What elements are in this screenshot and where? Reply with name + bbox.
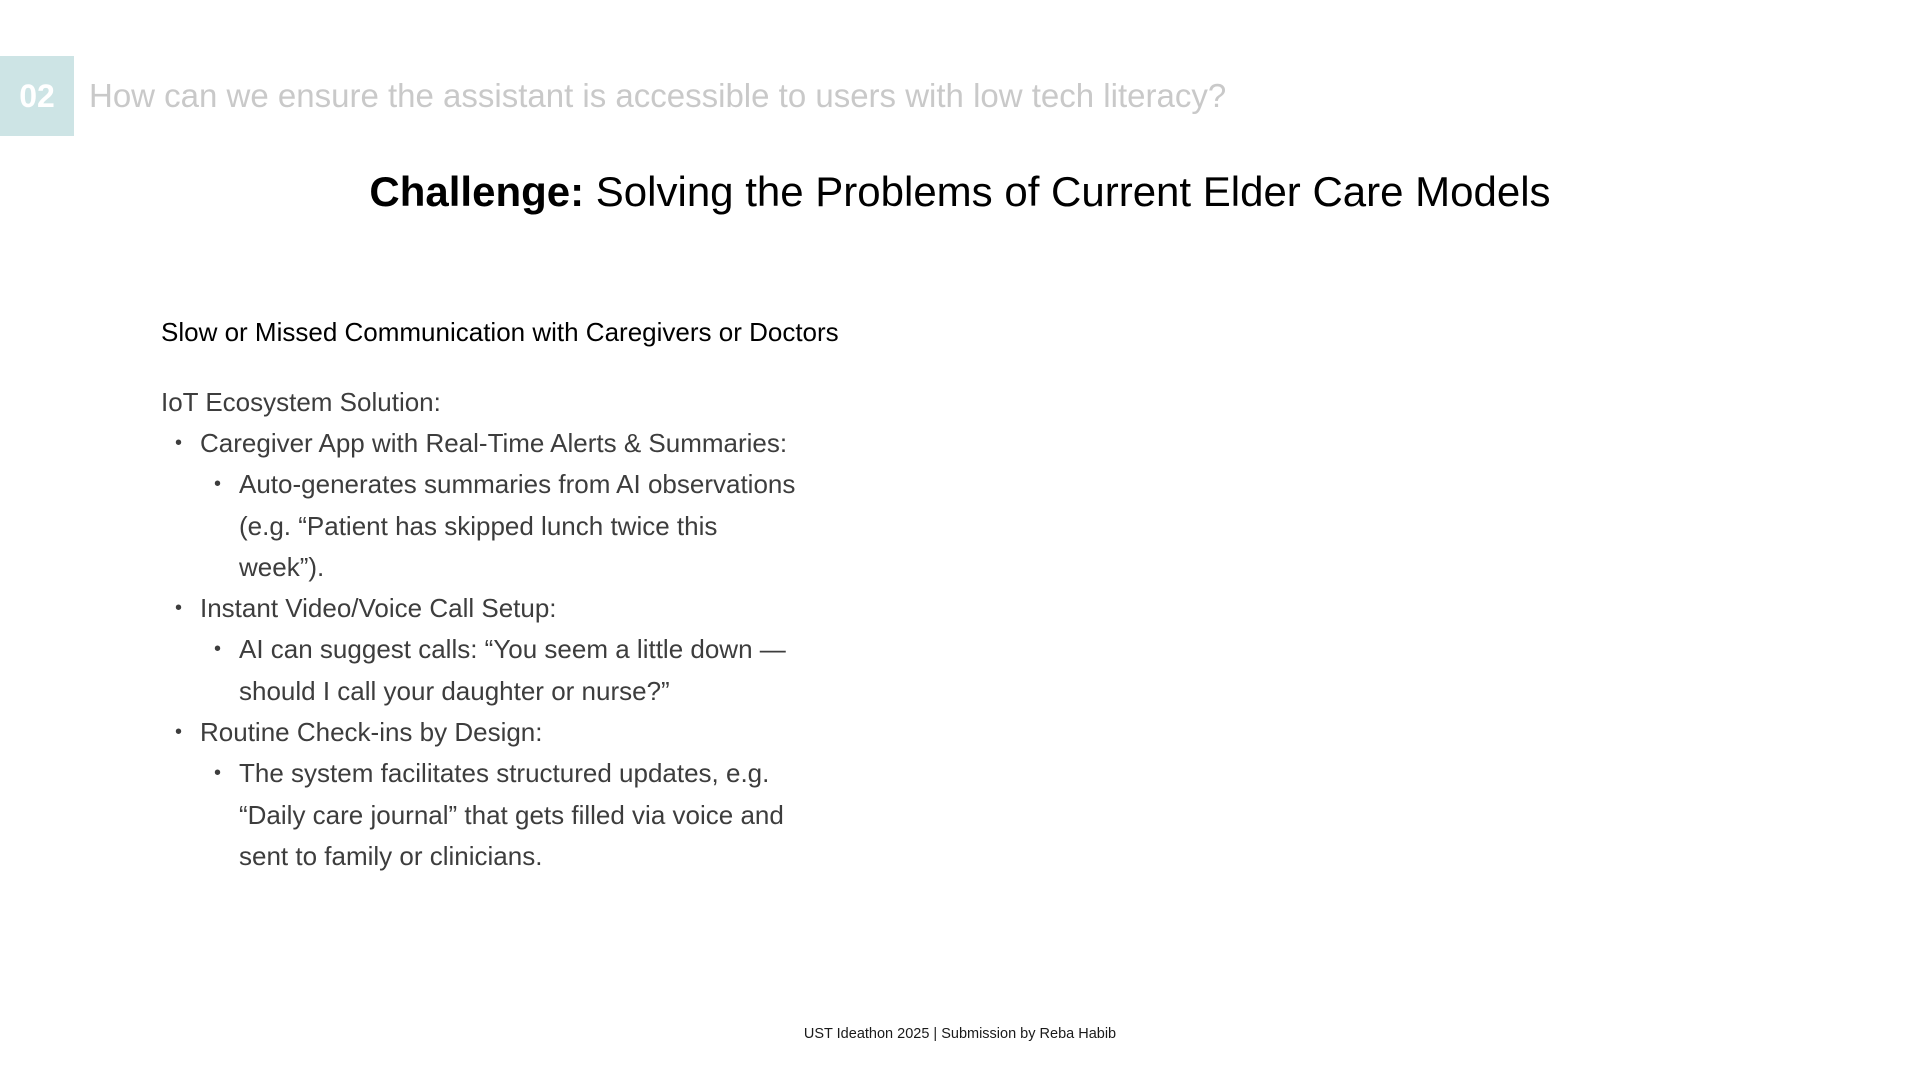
title-text: Solving the Problems of Current Elder Care Models: [584, 168, 1551, 215]
list-item-label: Instant Video/Voice Call Setup:: [200, 593, 557, 624]
sub-list-item: [200, 629, 861, 712]
sub-list-item-text: • AI can suggest calls: “You seem a little down — should I call your daughter or nurse?”: [239, 634, 786, 706]
solution-label: IoT Ecosystem Solution:: [161, 387, 441, 417]
slide-title: [0, 168, 1920, 216]
sub-list-item: [200, 753, 861, 877]
sub-list: [200, 629, 861, 712]
list-item-label: Routine Check-ins by Design:: [200, 717, 543, 748]
footer: UST Ideathon 2025 | Submission by Reba Habib: [803, 1026, 1117, 1042]
problem-heading: Slow or Missed Communication with Caregivers or Doctors: [161, 317, 839, 347]
sub-list-item-text: • The system facilitates structured updates, e.g. “Daily care journal” that gets filled via voice and sent to family or clinicians.: [239, 758, 784, 871]
list-item: [161, 712, 861, 877]
section-number-badge: 02: [0, 56, 74, 136]
list-item-label: Caregiver App with Real-Time Alerts & Summaries:: [200, 428, 788, 458]
content-block: [161, 312, 861, 877]
sub-list: [200, 753, 861, 877]
sub-list-item: [200, 464, 861, 588]
sub-list: [200, 464, 861, 588]
section-header: [0, 56, 1226, 136]
title-prefix: Challenge:: [369, 168, 585, 215]
solution-list: [161, 423, 861, 877]
list-item: [161, 423, 861, 588]
sub-list-item-text: • Auto-generates summaries from AI observations (e.g. “Patient has skipped lunch twice this week”).: [239, 469, 796, 582]
section-question: How can we ensure the assistant is accessible to users with low tech literacy?: [89, 77, 1227, 114]
list-item: [161, 588, 861, 712]
